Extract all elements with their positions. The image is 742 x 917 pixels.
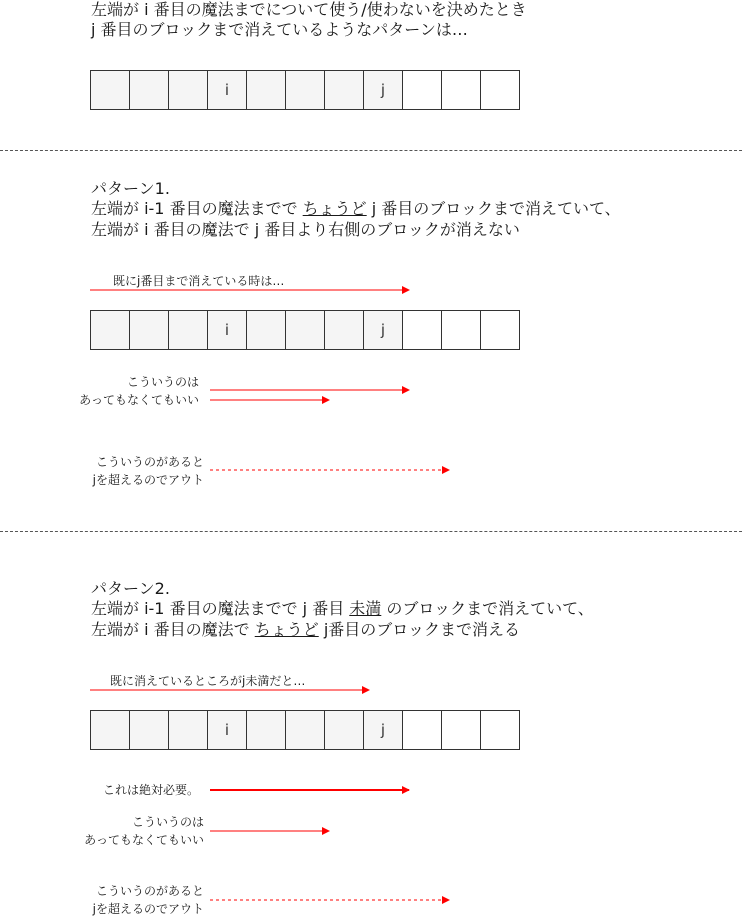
block-i: i — [207, 710, 247, 750]
intro-line-1: 左端が i 番目の魔法までについて使う/使わないを決めたとき — [91, 0, 527, 19]
pattern2-must-label: これは絶対必要。 — [102, 783, 199, 797]
pattern1-line-2: 左端が i-1 番目の魔法までで ちょうど j 番目のブロックまで消えていて、 — [91, 199, 621, 218]
pattern2-line-2: 左端が i-1 番目の魔法までで j 番目 未満 のブロックまで消えていて、 — [91, 599, 594, 618]
pattern2-bad-label-1: こういうのがあると — [95, 884, 204, 898]
block-i: i — [207, 310, 247, 350]
pattern1-optional-label-2: あってもなくてもいい — [79, 393, 199, 407]
pattern2-line-3: 左端が i 番目の魔法で ちょうど j番目のブロックまで消える — [91, 620, 520, 639]
pattern1-note-already: 既にj番目まで消えている時は… — [113, 274, 285, 288]
pattern2-optional-label-1: こういうのは — [131, 815, 204, 829]
pattern2-bad-label-2: jを超えるのでアウト — [92, 902, 204, 916]
block-j: j — [363, 70, 403, 110]
block-j: j — [363, 310, 403, 350]
pattern2-optional-label-2: あってもなくてもいい — [84, 833, 204, 847]
block-i: i — [207, 70, 247, 110]
pattern1-title: パターン1. — [91, 179, 170, 198]
pattern1-optional-label-1: こういうのは — [126, 375, 199, 389]
intro-line-2: j 番目のブロックまで消えているようなパターンは… — [91, 20, 468, 39]
pattern1-bad-label-2: jを超えるのでアウト — [92, 473, 204, 487]
pattern1-line-3: 左端が i 番目の魔法で j 番目より右側のブロックが消えない — [91, 220, 520, 239]
pattern2-title: パターン2. — [91, 579, 170, 598]
pattern1-bad-label-1: こういうのがあると — [95, 455, 204, 469]
block-j: j — [363, 710, 403, 750]
pattern2-note-less: 既に消えているところがj未満だと… — [110, 674, 306, 688]
